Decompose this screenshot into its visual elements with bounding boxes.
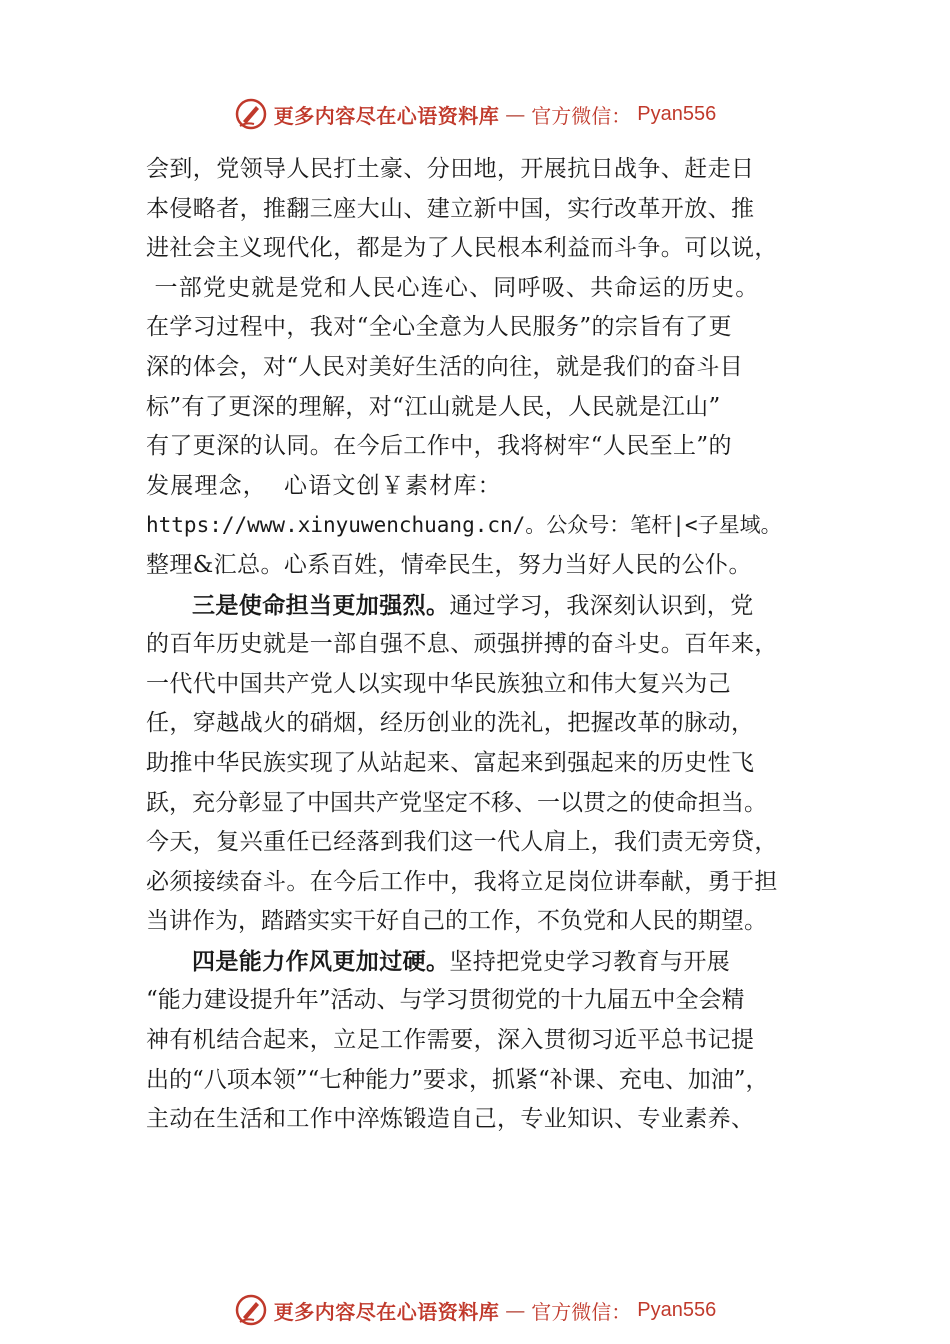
document-body: [146, 150, 836, 1140]
text-line: 整理&汇总。心系百姓，情牵民生，努力当好人民的公仆。: [146, 551, 752, 578]
banner-title: 更多内容尽在心语资料库: [273, 1299, 500, 1324]
banner-separator: —: [505, 1298, 526, 1322]
text-line: “能力建设提升年”活动、与学习贯彻党的十九届五中全会精: [146, 987, 745, 1014]
banner-separator: —: [505, 102, 526, 126]
banner-wechat-label: 官方微信：: [531, 1299, 632, 1324]
text-run: 坚持把党史学习教育与开展: [449, 948, 731, 975]
text-line: 出的“八项本领”“七种能力”要求，抓紧“补课、充电、加油”，: [146, 1066, 769, 1093]
text-line: 必须接续奋斗。在今后工作中，我将立足岗位讲奉献，勇于担: [146, 868, 778, 895]
text-line: 进社会主义现代化，都是为了人民根本利益而斗争。可以说，: [146, 235, 778, 262]
paragraph-start-line: [146, 942, 836, 982]
section-heading-3: 三是使命担当更加强烈。: [192, 591, 450, 619]
paragraph-start-line: [146, 586, 836, 626]
text-line: 一部党史就是党和人民心连心、同呼吸、共命运的历史。: [146, 274, 760, 301]
text-line: 跃，充分彰显了中国共产党坚定不移、一以贯之的使命担当。: [146, 789, 767, 816]
text-line: 今天，复兴重任已经落到我们这一代人肩上，我们责无旁贷，: [146, 829, 778, 856]
text-line: 一代代中国共产党人以实现中华民族独立和伟大复兴为己: [146, 670, 731, 697]
text-line: 会到，党领导人民打土豪、分田地，开展抗日战争、赶走日: [146, 156, 755, 182]
banner-title: 更多内容尽在心语资料库: [273, 103, 500, 128]
pen-circle-logo-icon: [234, 1293, 268, 1327]
section-heading-4: 四是能力作风更加过硬。: [192, 947, 450, 975]
text-line: 当讲作为，踏踏实实干好自己的工作，不负党和人民的期望。: [146, 908, 767, 935]
banner-wechat-label: 官方微信：: [531, 103, 632, 128]
pen-circle-logo-icon: [234, 97, 268, 131]
text-line: 本侵略者，推翻三座大山、建立新中国，实行改革开放、推: [146, 195, 755, 222]
text-line: 发展理念， 心语文创￥素材库：: [146, 472, 502, 499]
text-line-url: https://www.xinyuwenchuang.cn/。公众号：笔杆|<子星域。: [146, 513, 782, 538]
footer-banner: [0, 1290, 950, 1330]
text-line: 主动在生活和工作中淬炼锻造自己，专业知识、专业素养、: [146, 1106, 755, 1133]
text-line: 标”有了更深的理解，对“江山就是人民，人民就是江山”: [146, 393, 721, 420]
text-line: 深的体会，对“人民对美好生活的向往，就是我们的奋斗目: [146, 353, 744, 380]
text-line: 任，穿越战火的硝烟，经历创业的洗礼，把握改革的脉动，: [146, 710, 755, 737]
text-line: 神有机结合起来，立足工作需要，深入贯彻习近平总书记提: [146, 1027, 755, 1054]
text-line: 助推中华民族实现了从站起来、富起来到强起来的历史性飞: [146, 749, 755, 776]
banner-wechat-id: Pyan556: [637, 102, 717, 125]
text-run: 通过学习，我深刻认识到，党: [449, 592, 754, 619]
banner-wechat-id: Pyan556: [637, 1298, 717, 1321]
header-banner: [0, 94, 950, 134]
text-line: 在学习过程中，我对“全心全意为人民服务”的宗旨有了更: [146, 314, 732, 341]
text-line: 的百年历史就是一部自强不息、顽强拼搏的奋斗史。百年来，: [146, 631, 778, 658]
text-line: 有了更深的认同。在今后工作中，我将树牢“人民至上”的: [146, 433, 732, 460]
